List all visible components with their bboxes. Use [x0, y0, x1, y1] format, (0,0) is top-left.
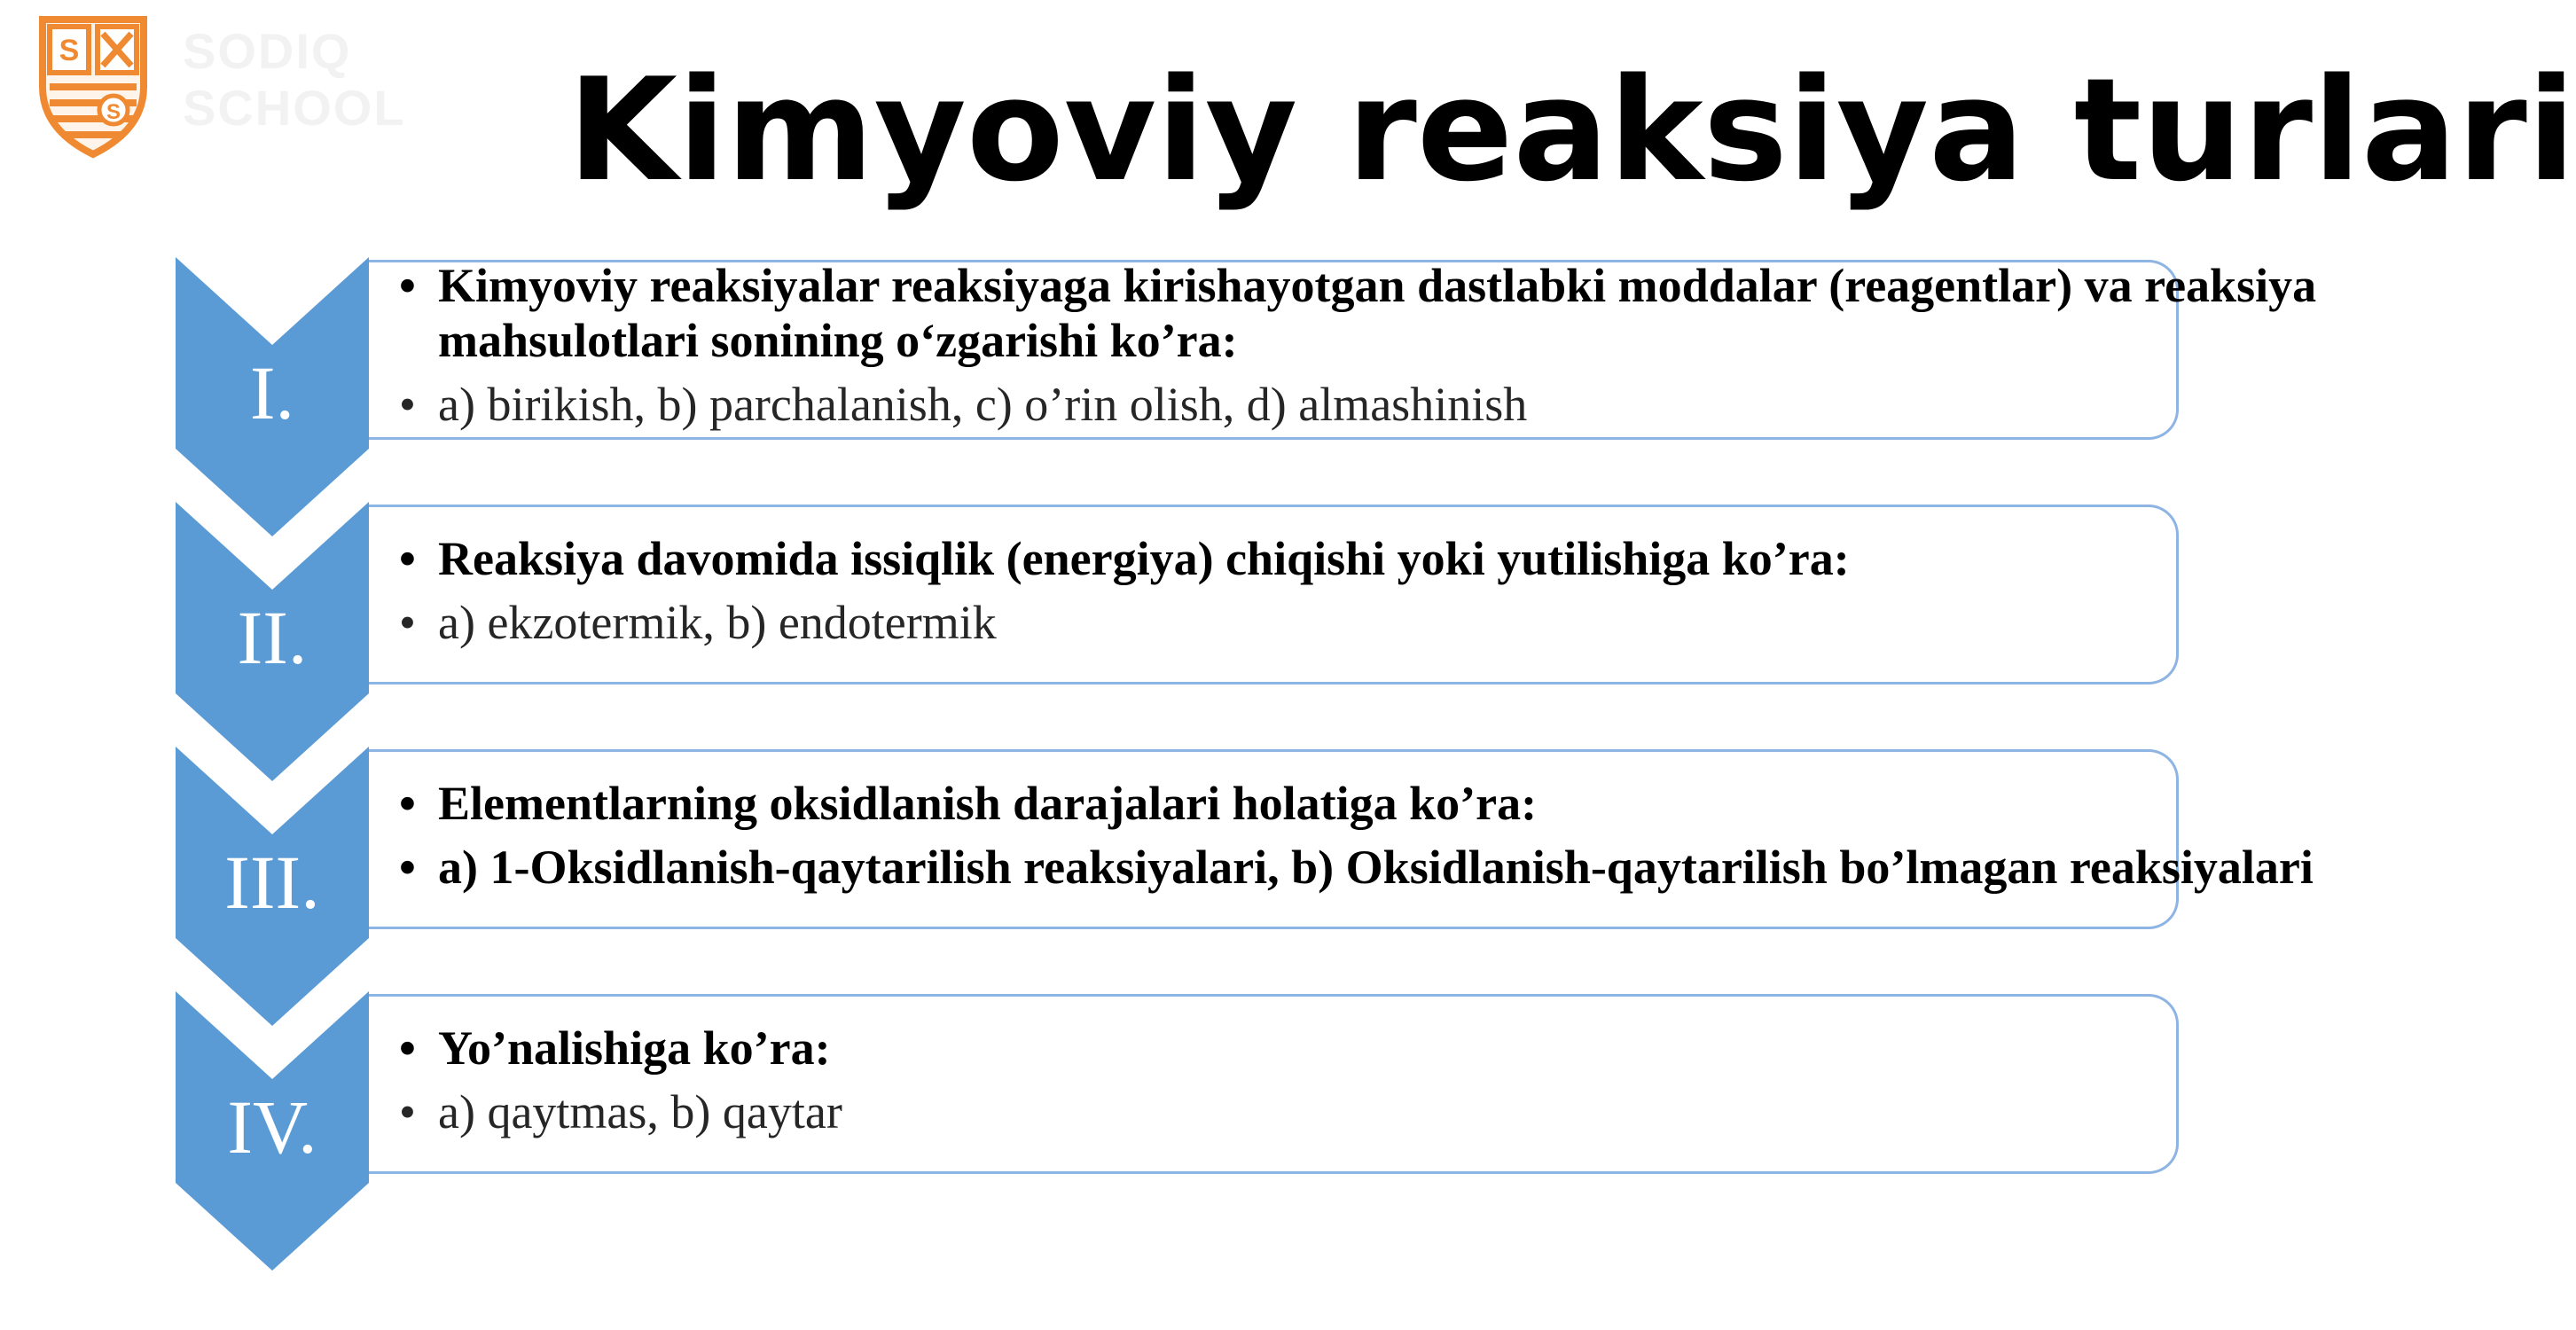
book-shield-icon	[35, 16, 151, 158]
logo-text-line1: SODIQ	[183, 23, 352, 79]
step-numeral-1: I.	[249, 350, 295, 435]
page-title: Kimyoviy reaksiya turlari	[568, 47, 2576, 213]
step-4-line-1: • Yo’nalishiga ko’ra:	[399, 1021, 831, 1075]
step-numeral-3: III.	[224, 840, 320, 925]
step-4-line-2: • a) qaytmas, b) qaytar	[399, 1085, 842, 1138]
step-numeral-4: IV.	[227, 1084, 317, 1170]
step-1-line-2: mahsulotlari sonining o‘zgarishi ko’ra:	[438, 314, 1238, 367]
step-1-line-3: • a) birikish, b) parchalanish, c) o’rin olish, d) almashinish	[399, 378, 1528, 431]
step-1-line-1: • Kimyoviy reaksiyalar reaksiyaga kirishayotgan dastlabki moddalar (reagentlar) va reaksiya	[399, 259, 2317, 312]
logo-text	[183, 23, 406, 137]
step-3-line-1: • Elementlarning oksidlanish darajalari holatiga ko’ra:	[399, 777, 1538, 830]
logo-text-line2: SCHOOL	[183, 80, 406, 136]
step-2-line-1: • Reaksiya davomida issiqlik (energiya) chiqishi yoki yutilishiga ko’ra:	[399, 532, 1850, 585]
svg-text:S: S	[106, 100, 121, 124]
step-3-line-2: • a) 1-Oksidlanish-qaytarilish reaksiyalari, b) Oksidlanish-qaytarilish bo’lmagan reaksiyalari	[399, 841, 2314, 894]
step-2-line-2: • a) ekzotermik, b) endotermik	[399, 596, 997, 649]
svg-text:S: S	[59, 34, 80, 67]
step-numeral-2: II.	[237, 595, 308, 680]
